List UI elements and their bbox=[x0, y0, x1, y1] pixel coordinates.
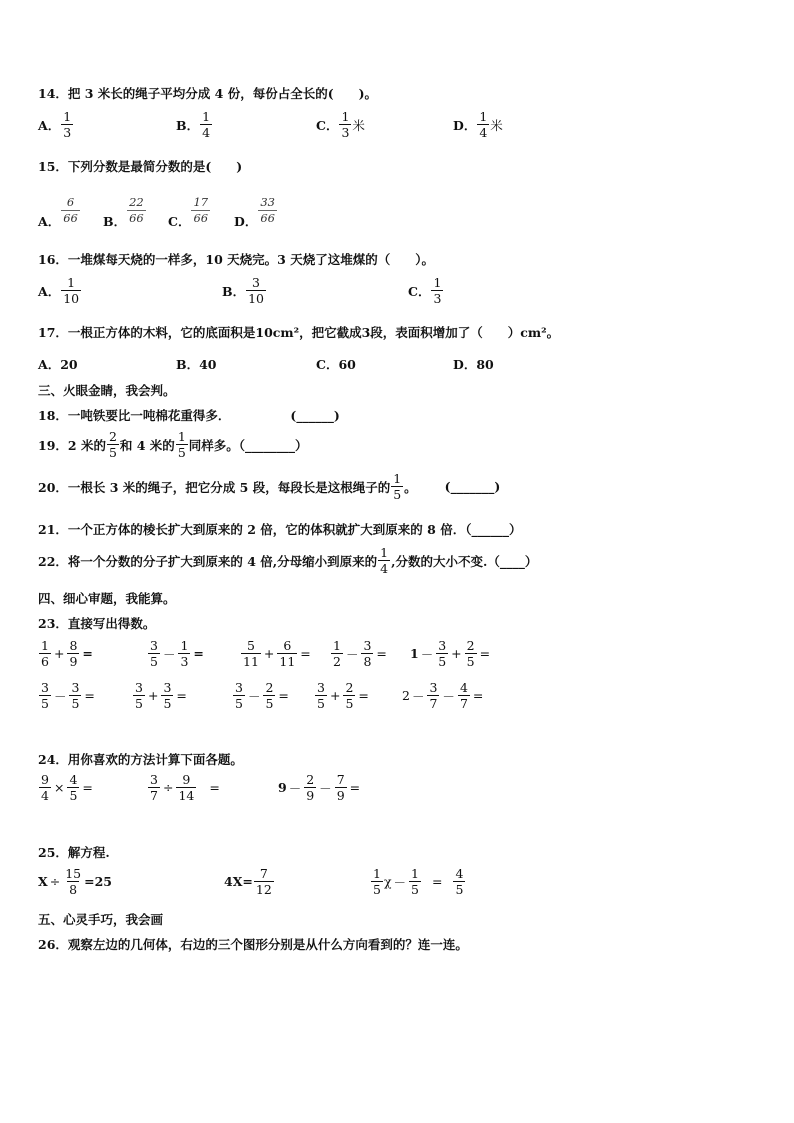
fraction-numerator: 7 bbox=[259, 866, 268, 881]
text-segment: 24．用你喜欢的方法计算下面各题。 bbox=[38, 752, 243, 767]
fraction-numerator: 3 bbox=[71, 680, 80, 695]
fraction-numerator: 3 bbox=[429, 680, 438, 695]
q14-stem bbox=[38, 84, 377, 102]
fraction-numerator: 3 bbox=[235, 680, 243, 695]
q23-expr-8 bbox=[232, 681, 291, 710]
fraction-denominator: 8 bbox=[69, 882, 78, 898]
q14-option-d[interactable] bbox=[453, 110, 503, 139]
text-segment: =25 bbox=[84, 874, 112, 890]
fraction bbox=[378, 546, 390, 575]
fraction bbox=[477, 110, 489, 139]
text-segment: B． bbox=[103, 214, 127, 229]
fraction-denominator: 5 bbox=[411, 882, 419, 898]
fraction bbox=[127, 196, 146, 223]
math-operator: = bbox=[300, 646, 311, 662]
fraction bbox=[436, 639, 448, 668]
text-segment: C． bbox=[168, 214, 191, 229]
fraction-numerator: 3 bbox=[252, 275, 260, 290]
text-segment: B．40 bbox=[176, 357, 217, 372]
section-3-heading bbox=[38, 381, 176, 399]
q16-option-c[interactable] bbox=[408, 276, 444, 305]
fraction-numerator: 1 bbox=[41, 638, 49, 653]
text-segment: 22．将一个分数的分子扩大到原来的 4 倍,分母缩小到原来的 bbox=[38, 553, 378, 569]
fraction-numerator: 1 bbox=[380, 545, 389, 560]
q21 bbox=[38, 520, 521, 538]
fraction bbox=[339, 110, 351, 139]
fraction-numerator: 2 bbox=[345, 680, 354, 695]
fraction-denominator: 66 bbox=[63, 210, 78, 225]
fraction bbox=[63, 867, 83, 896]
fraction-denominator: 11 bbox=[243, 654, 259, 670]
text-segment: 五、心灵手巧，我会画 bbox=[38, 912, 164, 927]
fraction-denominator: 3 bbox=[180, 654, 189, 670]
fraction-denominator: 5 bbox=[466, 654, 475, 670]
fraction bbox=[176, 773, 196, 802]
fraction bbox=[246, 276, 266, 305]
fraction-denominator: 5 bbox=[41, 696, 49, 712]
math-operator: － bbox=[345, 646, 359, 662]
fraction-denominator: 66 bbox=[260, 210, 275, 225]
fraction bbox=[161, 681, 173, 710]
text-segment: A．20 bbox=[38, 357, 78, 372]
math-operator: － bbox=[53, 688, 67, 704]
text-segment: A． bbox=[38, 117, 61, 133]
fraction bbox=[61, 110, 73, 139]
text-segment: 9 bbox=[278, 780, 287, 796]
math-operator: × bbox=[53, 780, 65, 796]
fraction-denominator: 4 bbox=[479, 125, 488, 141]
fraction-denominator: 5 bbox=[317, 696, 325, 712]
fraction-numerator: 1 bbox=[67, 275, 76, 290]
text-segment: D． bbox=[234, 214, 258, 229]
fraction-denominator: 3 bbox=[63, 125, 72, 141]
fraction-numerator: 1 bbox=[333, 638, 341, 653]
text-segment: 20．一根长 3 米的绳子，把它分成 5 段，每段长是这根绳子的 bbox=[38, 479, 391, 495]
fraction-numerator: 3 bbox=[438, 638, 447, 653]
fraction-numerator: 3 bbox=[363, 638, 372, 653]
fraction-denominator: 10 bbox=[63, 291, 80, 307]
text-segment: C．60 bbox=[316, 357, 356, 372]
text-segment: 和 4 米的 bbox=[119, 437, 175, 453]
fraction bbox=[61, 196, 80, 223]
fraction bbox=[465, 639, 477, 668]
text-segment: 15．下列分数是最简分数的是( ) bbox=[38, 159, 243, 174]
math-operator: + bbox=[147, 688, 159, 704]
q23-expr-6 bbox=[38, 681, 97, 710]
fraction-numerator: 3 bbox=[150, 638, 158, 653]
fraction bbox=[263, 681, 275, 710]
fraction-numerator: 3 bbox=[150, 772, 158, 787]
fraction-numerator: 2 bbox=[466, 638, 475, 653]
text-segment: X bbox=[38, 874, 48, 890]
fraction-numerator: 2 bbox=[306, 772, 315, 787]
math-operator: = bbox=[193, 646, 204, 662]
fraction bbox=[233, 681, 245, 710]
fraction-denominator: 10 bbox=[248, 291, 264, 307]
fraction bbox=[304, 773, 316, 802]
fraction-denominator: 5 bbox=[163, 696, 172, 712]
math-operator: = bbox=[376, 646, 387, 662]
q23-expr-9 bbox=[314, 681, 371, 710]
fraction-numerator: 6 bbox=[283, 638, 292, 653]
fraction bbox=[61, 276, 81, 305]
text-segment: 三、火眼金睛，我会判。 bbox=[38, 383, 176, 398]
fraction-numerator: 3 bbox=[163, 680, 172, 695]
q24-expr-2 bbox=[147, 773, 222, 802]
fraction-numerator: 2 bbox=[265, 680, 274, 695]
text-segment: 21．一个正方体的棱长扩大到原来的 2 倍，它的体积就扩大到原来的 8 倍．（______） bbox=[38, 522, 522, 537]
fraction bbox=[241, 639, 261, 668]
fraction-denominator: 2 bbox=[333, 654, 341, 670]
q15-stem bbox=[38, 157, 242, 175]
q25-eq-3 bbox=[370, 867, 466, 896]
math-operator: － bbox=[411, 688, 425, 704]
fraction-denominator: 7 bbox=[429, 696, 438, 712]
q23-expr-1 bbox=[38, 639, 95, 668]
math-operator: ÷ bbox=[49, 874, 61, 890]
q26-stem bbox=[38, 935, 468, 953]
fraction bbox=[431, 276, 443, 305]
fraction bbox=[200, 110, 212, 139]
fraction bbox=[176, 430, 188, 459]
text-segment: 17．一根正方体的木料，它的底面积是10cm²，把它截成3段，表面积增加了（ ）cm²。 bbox=[38, 325, 560, 340]
q15-option-c[interactable] bbox=[168, 190, 211, 230]
text-segment: C． bbox=[408, 283, 431, 299]
q20 bbox=[38, 472, 500, 501]
fraction-numerator: 5 bbox=[246, 638, 255, 653]
section-5-heading bbox=[38, 910, 163, 928]
q23-expr-2 bbox=[147, 639, 206, 668]
fraction-numerator: 1 bbox=[433, 275, 442, 290]
fraction bbox=[343, 681, 355, 710]
math-operator: + bbox=[451, 646, 462, 662]
text-segment: D．80 bbox=[453, 357, 494, 372]
text-segment: B． bbox=[176, 117, 200, 133]
fraction bbox=[371, 867, 383, 896]
fraction-numerator: 1 bbox=[341, 109, 350, 124]
math-operator: = bbox=[472, 688, 484, 704]
fraction bbox=[191, 196, 210, 223]
fraction bbox=[107, 430, 119, 459]
fraction-numerator: 3 bbox=[317, 680, 325, 695]
fraction-numerator: 4 bbox=[455, 866, 464, 881]
fraction-numerator: 1 bbox=[177, 429, 186, 444]
fraction-numerator: 1 bbox=[180, 638, 189, 653]
text-segment: 26．观察左边的几何体，右边的三个图形分别是从什么方向看到的？连一连。 bbox=[38, 937, 468, 952]
fraction-denominator: 66 bbox=[193, 210, 209, 225]
fraction-numerator: 1 bbox=[479, 109, 488, 124]
q16-stem bbox=[38, 250, 434, 268]
text-segment: 四、细心审题，我能算。 bbox=[38, 591, 176, 606]
fraction-denominator: 3 bbox=[433, 291, 442, 307]
text-segment: D． bbox=[453, 117, 477, 133]
math-operator: － bbox=[420, 646, 434, 662]
q22 bbox=[38, 546, 537, 575]
math-operator: = bbox=[82, 646, 93, 662]
fraction-denominator: 9 bbox=[336, 788, 345, 804]
q25-eq-1 bbox=[38, 867, 112, 896]
fraction-denominator: 5 bbox=[345, 696, 354, 712]
fraction bbox=[361, 639, 373, 668]
math-operator: － bbox=[319, 780, 332, 796]
q24-stem bbox=[38, 750, 243, 768]
fraction-denominator: 5 bbox=[393, 487, 402, 503]
fraction-denominator: 5 bbox=[108, 445, 117, 461]
q23-expr-7 bbox=[132, 681, 189, 710]
fraction-numerator: 8 bbox=[69, 638, 78, 653]
fraction-numerator: 17 bbox=[193, 195, 209, 210]
text-segment: 。 bbox=[404, 479, 417, 495]
q20-blank[interactable]: (_______) bbox=[444, 479, 501, 495]
q17-option-c[interactable] bbox=[316, 355, 356, 373]
q17-stem bbox=[38, 323, 559, 341]
q14-option-b[interactable] bbox=[176, 110, 213, 139]
q14-option-a[interactable] bbox=[38, 110, 74, 139]
text-segment: A． bbox=[38, 283, 61, 299]
math-operator: － bbox=[393, 874, 407, 890]
fraction-denominator: 5 bbox=[150, 654, 158, 670]
q24-expr-1 bbox=[38, 773, 95, 802]
math-operator: － bbox=[162, 646, 176, 662]
fraction-numerator: 7 bbox=[336, 772, 345, 787]
q16-option-a[interactable] bbox=[38, 276, 82, 305]
q23-expr-10 bbox=[402, 681, 485, 710]
fraction-denominator: 4 bbox=[380, 561, 389, 577]
text-segment: A． bbox=[38, 214, 61, 229]
fraction-numerator: 1 bbox=[411, 866, 419, 881]
fraction-denominator: 9 bbox=[69, 654, 78, 670]
fraction-numerator: 4 bbox=[69, 772, 78, 787]
fraction-numerator: 3 bbox=[41, 680, 49, 695]
fraction-numerator: 6 bbox=[66, 195, 75, 210]
q23-expr-4 bbox=[330, 639, 389, 668]
q15-option-d[interactable] bbox=[234, 190, 278, 230]
fraction-numerator: 3 bbox=[135, 680, 143, 695]
text-segment: 14．把 3 米长的绳子平均分成 4 份，每份占全长的( )。 bbox=[38, 86, 378, 101]
q17-option-d[interactable] bbox=[453, 355, 494, 373]
math-operator: = bbox=[432, 874, 443, 890]
text-segment: 16．一堆煤每天烧的一样多，10 天烧完。3 天烧了这堆煤的（ ）。 bbox=[38, 252, 434, 267]
math-operator: + bbox=[263, 646, 275, 662]
q19-blank[interactable]: 同样多。（________） bbox=[188, 437, 308, 453]
text-segment: χ bbox=[383, 874, 392, 890]
fraction-numerator: 1 bbox=[393, 471, 402, 486]
fraction-numerator: 1 bbox=[63, 109, 72, 124]
fraction bbox=[39, 681, 51, 710]
fraction-denominator: 66 bbox=[129, 210, 144, 225]
fraction bbox=[277, 639, 297, 668]
q17-option-b[interactable] bbox=[176, 355, 216, 373]
math-operator: = bbox=[358, 688, 369, 704]
q19 bbox=[38, 430, 308, 459]
fraction-denominator: 5 bbox=[177, 445, 186, 461]
fraction-denominator: 5 bbox=[265, 696, 274, 712]
fraction bbox=[67, 773, 79, 802]
fraction bbox=[453, 867, 465, 896]
q18-blank[interactable]: (______) bbox=[290, 407, 340, 423]
fraction-numerator: 22 bbox=[129, 195, 144, 210]
text-segment: ,分数的大小不变.（____） bbox=[391, 553, 538, 569]
fraction-denominator: 4 bbox=[41, 788, 49, 804]
q25-stem bbox=[38, 843, 110, 861]
text-segment: 2 bbox=[402, 688, 410, 704]
fraction-numerator: 9 bbox=[182, 772, 191, 787]
fraction-denominator: 5 bbox=[69, 788, 78, 804]
fraction-denominator: 7 bbox=[459, 696, 468, 712]
fraction-denominator: 8 bbox=[363, 654, 372, 670]
text-segment: C． bbox=[316, 117, 339, 133]
q17-option-a[interactable] bbox=[38, 355, 78, 373]
math-operator: = bbox=[278, 688, 289, 704]
math-operator: = bbox=[479, 646, 491, 662]
fraction-denominator: 3 bbox=[341, 125, 350, 141]
fraction-denominator: 7 bbox=[150, 788, 158, 804]
fraction bbox=[148, 773, 160, 802]
fraction-numerator: 33 bbox=[260, 195, 275, 210]
fraction-denominator: 4 bbox=[202, 125, 211, 141]
text-segment: B． bbox=[222, 283, 246, 299]
math-operator: = bbox=[209, 780, 220, 796]
fraction-denominator: 5 bbox=[235, 696, 243, 712]
fraction-denominator: 14 bbox=[178, 788, 195, 804]
fraction bbox=[458, 681, 470, 710]
fraction bbox=[39, 639, 51, 668]
text-segment: 19．2 米的 bbox=[38, 437, 106, 453]
fraction-denominator: 11 bbox=[279, 654, 296, 670]
fraction-numerator: 1 bbox=[373, 866, 381, 881]
fraction bbox=[331, 639, 343, 668]
fraction bbox=[254, 867, 274, 896]
fraction-denominator: 5 bbox=[455, 882, 464, 898]
fraction-denominator: 5 bbox=[373, 882, 381, 898]
text-segment: 23．直接写出得数。 bbox=[38, 616, 156, 631]
fraction bbox=[148, 639, 160, 668]
fraction-denominator: 5 bbox=[135, 696, 143, 712]
fraction bbox=[69, 681, 81, 710]
q14-option-c[interactable] bbox=[316, 110, 365, 139]
fraction bbox=[427, 681, 439, 710]
fraction-denominator: 6 bbox=[41, 654, 49, 670]
math-operator: + bbox=[53, 646, 65, 662]
fraction-numerator: 4 bbox=[459, 680, 468, 695]
math-operator: － bbox=[442, 688, 455, 704]
fraction-denominator: 5 bbox=[71, 696, 80, 712]
text-segment: 25．解方程. bbox=[38, 845, 110, 860]
fraction bbox=[409, 867, 421, 896]
fraction bbox=[67, 639, 79, 668]
q24-expr-3 bbox=[278, 773, 362, 802]
math-operator: = bbox=[84, 688, 95, 704]
q23-stem bbox=[38, 614, 155, 632]
fraction-denominator: 5 bbox=[438, 654, 447, 670]
fraction bbox=[39, 773, 51, 802]
q23-expr-3 bbox=[240, 639, 313, 668]
q15-option-b[interactable] bbox=[103, 190, 147, 230]
text-segment: 米 bbox=[490, 117, 503, 133]
math-operator: － bbox=[288, 780, 302, 796]
q18 bbox=[38, 406, 340, 424]
section-4-heading bbox=[38, 589, 176, 607]
q16-option-b[interactable] bbox=[222, 276, 267, 305]
fraction bbox=[133, 681, 145, 710]
text-segment: 4X= bbox=[224, 874, 253, 890]
q15-option-a[interactable] bbox=[38, 190, 81, 230]
fraction bbox=[391, 472, 403, 501]
math-operator: = bbox=[176, 688, 187, 704]
fraction bbox=[178, 639, 190, 668]
math-operator: ÷ bbox=[162, 780, 174, 796]
fraction-denominator: 9 bbox=[306, 788, 315, 804]
fraction bbox=[335, 773, 347, 802]
math-operator: = bbox=[82, 780, 93, 796]
fraction-denominator: 12 bbox=[255, 882, 272, 898]
math-operator: = bbox=[349, 780, 361, 796]
text-segment: 1 bbox=[410, 646, 419, 662]
q23-expr-5 bbox=[410, 639, 492, 668]
fraction-numerator: 15 bbox=[65, 866, 82, 881]
math-operator: － bbox=[247, 688, 261, 704]
fraction-numerator: 9 bbox=[41, 772, 49, 787]
fraction bbox=[258, 196, 277, 223]
q25-eq-2 bbox=[224, 867, 275, 896]
fraction-numerator: 2 bbox=[108, 429, 117, 444]
text-segment: 米 bbox=[352, 117, 365, 133]
fraction-numerator: 1 bbox=[202, 109, 211, 124]
text-segment: 18．一吨铁要比一吨棉花重得多． bbox=[38, 408, 231, 423]
math-operator: + bbox=[329, 688, 341, 704]
fraction bbox=[315, 681, 327, 710]
